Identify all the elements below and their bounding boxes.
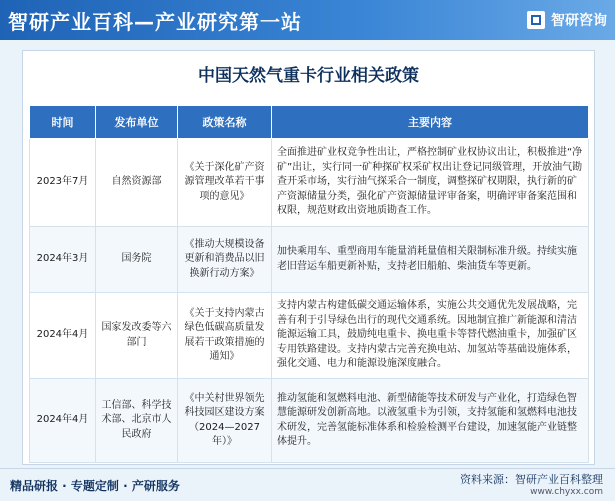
policy-card [22, 50, 595, 465]
footer-slogan: 精品研报 · 专题定制 · 产研服务 [10, 479, 180, 493]
cell-content: 全面推进矿业权竞争性出让，严格控制矿业权协议出让，积极推进“净矿”出让，实行同一矿种探矿权采矿权出让登记同级管理，开放油气勘查开采市场，实行油气探采合一制度，调整探矿权期限，执行新的矿产资源储量分类，强化矿产资源储量评审备案，明确评审备案范围和权限，规范财政出资地质勘查工作。 [272, 139, 589, 227]
cell-policy: 《推动大规模设备更新和消费品以旧换新行动方案》 [178, 227, 272, 293]
policy-table [29, 105, 589, 463]
cell-content: 支持内蒙古构建低碳交通运输体系，实施公共交通优先发展战略，完善有利于引导绿色出行的现代交通系统。因地制宜推广新能源和清洁能源运输工具，鼓励纯电重卡、换电重卡等替代燃油重卡，加强矿区专用铁路建设。支持内蒙古完善充换电站、加氢站等基础设施体系，强化交通、电力和能源设施深度融合。 [272, 293, 589, 379]
cell-org: 国务院 [96, 227, 178, 293]
table-row [30, 227, 589, 293]
page-title: 中国天然气重卡行业相关政策 [198, 66, 419, 86]
brand-logo-icon [527, 11, 545, 29]
cell-time: 2024年3月 [30, 227, 96, 293]
cell-org: 自然资源部 [96, 139, 178, 227]
cell-time: 2024年4月 [30, 293, 96, 379]
cell-policy: 《关于深化矿产资源管理改革若干事项的意见》 [178, 139, 272, 227]
footer-source [460, 471, 603, 497]
cell-time: 2023年7月 [30, 139, 96, 227]
cell-policy: 《关于支持内蒙古绿色低碳高质量发展若干政策措施的通知》 [178, 293, 272, 379]
column-header-content: 主要内容 [272, 106, 589, 139]
table-header-row [30, 106, 589, 139]
cell-policy: 《中关村世界领先科技园区建设方案（2024—2027年）》 [178, 379, 272, 463]
top-banner [0, 0, 615, 40]
table-row [30, 293, 589, 379]
footer [0, 468, 615, 501]
cell-org: 国家发改委等六部门 [96, 293, 178, 379]
cell-time: 2024年4月 [30, 379, 96, 463]
table-row [30, 139, 589, 227]
cell-content: 加快乘用车、重型商用车能量消耗量值相关限制标准升级。持续实施老旧营运车船更新补贴，支持老旧船舶、柴油货车等更新。 [272, 227, 589, 293]
cell-org: 工信部、科学技术部、北京市人民政府 [96, 379, 178, 463]
column-header-org: 发布单位 [96, 106, 178, 139]
brand-name: 智研咨询 [551, 13, 607, 29]
source-url[interactable]: www.chyxx.com [530, 487, 603, 497]
cell-content: 推动氢能和氢燃料电池、新型储能等技术研发与产业化，打造绿色智慧能源研发创新高地。以液氢重卡为引领，支持氢能和氢燃料电池技术研发，完善氢能标准体系和检验检测平台建设，加速氢能产业链整体提升。 [272, 379, 589, 463]
table-row [30, 379, 589, 463]
site-title: 智研产业百科—产业研究第一站 [8, 10, 302, 34]
column-header-time: 时间 [30, 106, 96, 139]
source-note: 资料来源：智研产业百科整理 [460, 473, 603, 486]
brand[interactable] [527, 10, 607, 30]
column-header-policy: 政策名称 [178, 106, 272, 139]
